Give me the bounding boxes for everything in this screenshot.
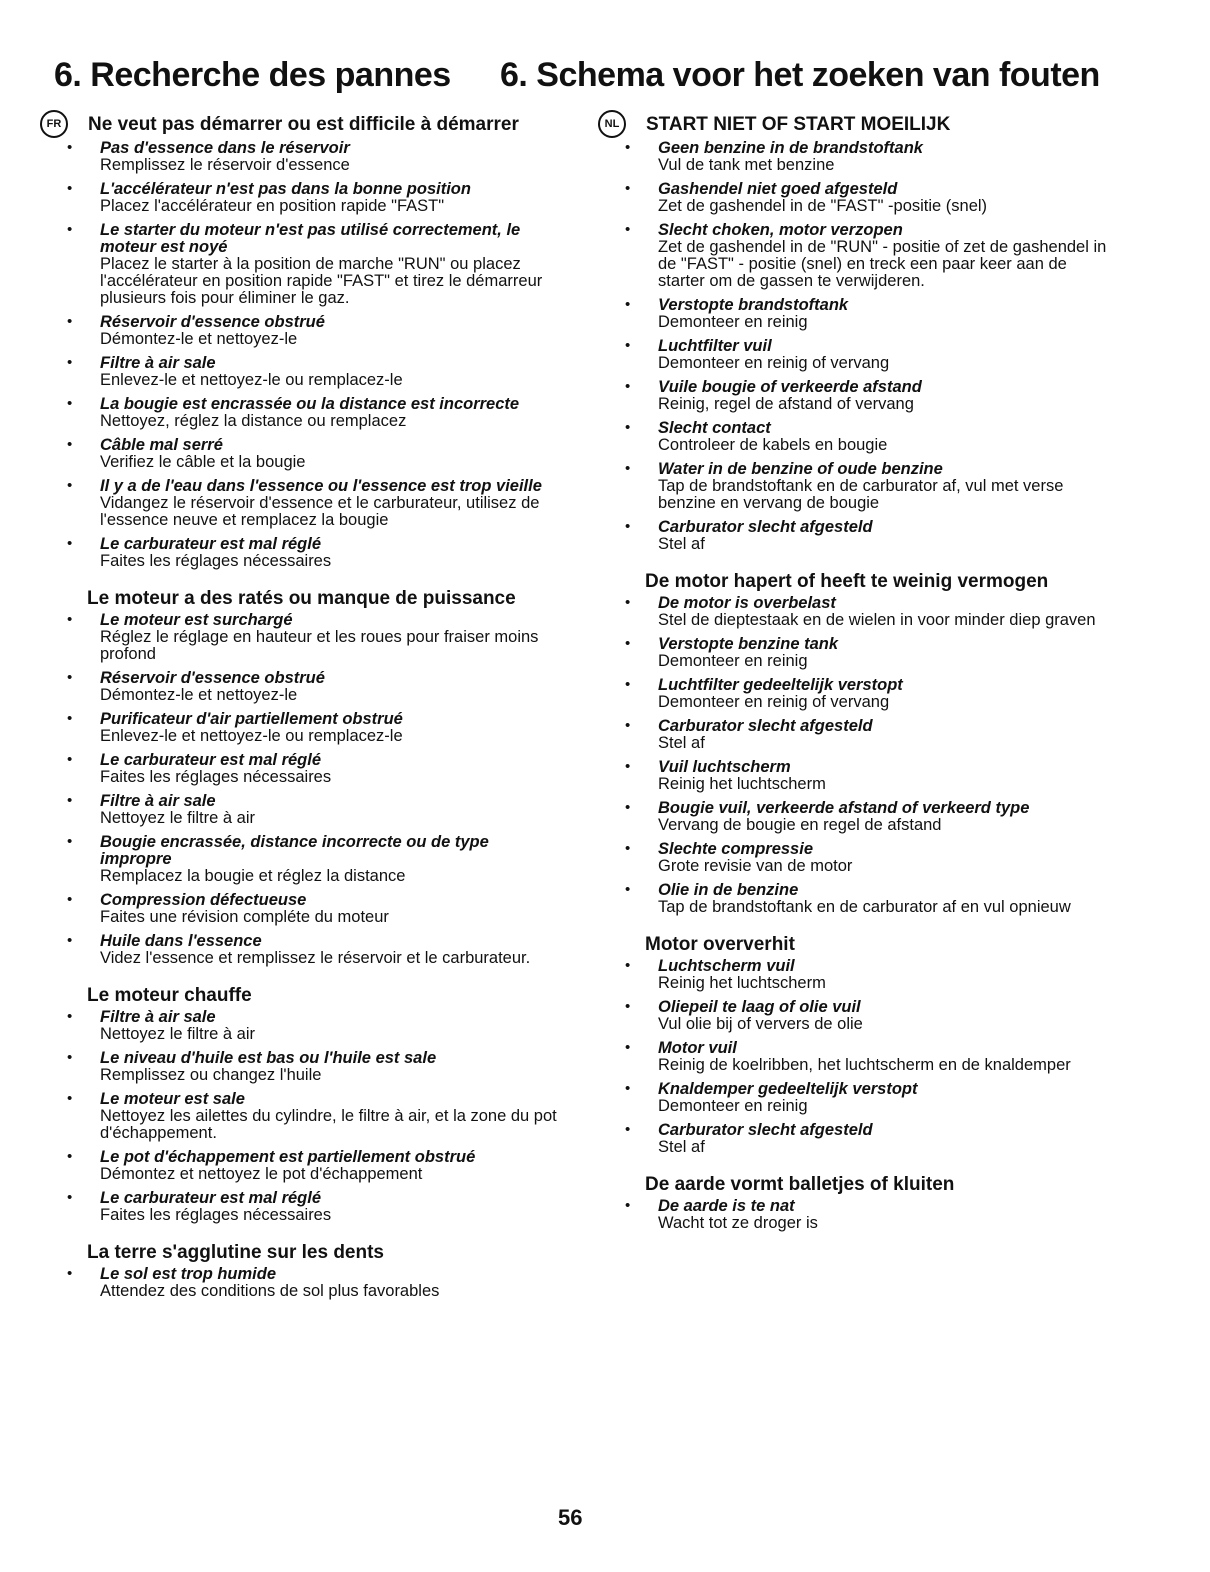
list-item	[40, 534, 560, 570]
fault-cause: • Motor vuil	[658, 1039, 737, 1057]
fault-cause: • Le starter du moteur n'est pas utilisé correctement, le moteur est noyé	[100, 221, 521, 256]
fault-remedy: Tap de brandstoftank en de carburator af, vul met verse benzine en vervang de bougie	[658, 477, 1064, 512]
section-header	[40, 587, 560, 610]
fault-remedy: Vul de tank met benzine	[658, 156, 835, 174]
troubleshooting-section	[40, 1241, 560, 1300]
fault-remedy: Demonteer en reinig	[658, 313, 808, 331]
fault-list	[40, 610, 560, 967]
fault-cause: • Filtre à air sale	[100, 1008, 216, 1026]
fault-remedy: Placez l'accélérateur en position rapide "FAST"	[100, 197, 445, 215]
fault-remedy: Stel de dieptestaak en de wielen in voor minder diep graven	[658, 611, 1096, 629]
page-title-fr: 6. Recherche des pannes	[54, 56, 451, 94]
list-item	[598, 1196, 1113, 1232]
fault-cause: • Verstopte brandstoftank	[658, 296, 849, 314]
list-item	[40, 931, 560, 967]
list-item	[598, 1079, 1113, 1115]
fault-cause: • Le sol est trop humide	[100, 1265, 277, 1283]
section-header	[598, 933, 1113, 956]
fault-cause: • Le moteur est sale	[100, 1090, 245, 1108]
list-item	[40, 1188, 560, 1224]
fault-cause: • Slecht contact	[658, 419, 771, 437]
list-item	[40, 353, 560, 389]
fault-remedy: Demonteer en reinig	[658, 652, 808, 670]
fault-remedy: Stel af	[658, 734, 705, 752]
section-header	[40, 1241, 560, 1264]
list-item	[598, 675, 1113, 711]
fault-list	[598, 593, 1113, 916]
fault-cause: • Vuile bougie of verkeerde afstand	[658, 378, 922, 396]
list-item	[598, 377, 1113, 413]
fault-cause: • Bougie encrassée, distance incorrecte ou de type impropre	[100, 833, 489, 868]
fault-remedy: Nettoyez les ailettes du cylindre, le filtre à air, et la zone du pot d'échappement.	[100, 1107, 557, 1142]
fault-remedy: Videz l'essence et remplissez le réservoir et le carburateur.	[100, 949, 531, 967]
fault-remedy: Réglez le réglage en hauteur et les roues pour fraiser moins profond	[100, 628, 539, 663]
fault-cause: • Carburator slecht afgesteld	[658, 1121, 873, 1139]
section-header	[598, 110, 1113, 138]
fault-cause: • Oliepeil te laag of olie vuil	[658, 998, 861, 1016]
list-item	[598, 593, 1113, 629]
fault-cause: • Réservoir d'essence obstrué	[100, 313, 325, 331]
list-item	[40, 668, 560, 704]
fault-cause: • Bougie vuil, verkeerde afstand of verkeerd type	[658, 799, 1030, 817]
list-item	[598, 220, 1113, 290]
fault-cause: • Luchtscherm vuil	[658, 957, 795, 975]
list-item	[40, 1089, 560, 1142]
fault-remedy: Faites les réglages nécessaires	[100, 768, 332, 786]
page-title-nl: 6. Schema voor het zoeken van fouten	[500, 56, 1100, 94]
fault-remedy: Vidangez le réservoir d'essence et le carburateur, utilisez de l'essence neuve et remplacez la bougie	[100, 494, 540, 529]
section-title: Ne veut pas démarrer ou est difficile à démarrer	[88, 113, 519, 135]
fault-remedy: Enlevez-le et nettoyez-le ou remplacez-le	[100, 371, 403, 389]
fault-remedy: Reinig de koelribben, het luchtscherm en de knaldemper	[658, 1056, 1071, 1074]
fault-cause: • Carburator slecht afgesteld	[658, 518, 873, 536]
list-item	[598, 997, 1113, 1033]
fault-cause: • Slecht choken, motor verzopen	[658, 221, 903, 239]
language-badge-icon: NL	[598, 110, 626, 138]
fault-remedy: Démontez et nettoyez le pot d'échappement	[100, 1165, 423, 1183]
section-title: De motor hapert of heeft te weinig vermogen	[645, 571, 1049, 592]
fault-remedy: Reinig het luchtscherm	[658, 974, 826, 992]
fault-remedy: Placez le starter à la position de marche "RUN" ou placez l'accélérateur en position rapide "FAST" et tirez le démarreur plusieurs fois pour éliminer le gaz.	[100, 255, 543, 307]
list-item	[598, 1038, 1113, 1074]
fault-cause: • De motor is overbelast	[658, 594, 836, 612]
fault-cause: • Réservoir d'essence obstrué	[100, 669, 325, 687]
fault-cause: • Le carburateur est mal réglé	[100, 751, 322, 769]
section-title: Motor oververhit	[645, 934, 795, 955]
troubleshooting-section	[598, 933, 1113, 1156]
troubleshooting-section	[40, 984, 560, 1224]
list-item	[598, 295, 1113, 331]
list-item	[40, 220, 560, 307]
list-item	[598, 418, 1113, 454]
fault-remedy: Faites une révision compléte du moteur	[100, 908, 389, 926]
list-item	[40, 1264, 560, 1300]
list-item	[598, 459, 1113, 512]
section-title: START NIET OF START MOEILIJK	[646, 113, 951, 135]
fault-remedy: Reinig, regel de afstand of vervang	[658, 395, 914, 413]
fault-remedy: Remplissez le réservoir d'essence	[100, 156, 350, 174]
fault-remedy: Nettoyez, réglez la distance ou remplacez	[100, 412, 407, 430]
list-item	[598, 634, 1113, 670]
section-header	[40, 110, 560, 138]
fault-cause: • Filtre à air sale	[100, 354, 216, 372]
column-fr	[40, 110, 560, 1317]
fault-cause: • Water in de benzine of oude benzine	[658, 460, 943, 478]
list-item	[598, 956, 1113, 992]
list-item	[40, 1007, 560, 1043]
fault-remedy: Faites les réglages nécessaires	[100, 552, 332, 570]
fault-remedy: Nettoyez le filtre à air	[100, 1025, 255, 1043]
fault-cause: • Le carburateur est mal réglé	[100, 1189, 322, 1207]
list-item	[598, 179, 1113, 215]
fault-remedy: Remplacez la bougie et réglez la distance	[100, 867, 406, 885]
troubleshooting-section	[40, 587, 560, 967]
list-item	[40, 179, 560, 215]
list-item	[40, 394, 560, 430]
fault-cause: • Le pot d'échappement est partiellement obstrué	[100, 1148, 476, 1166]
fault-list	[40, 138, 560, 570]
fault-cause: • Câble mal serré	[100, 436, 223, 454]
fault-cause: • Carburator slecht afgesteld	[658, 717, 873, 735]
fault-cause: • Compression défectueuse	[100, 891, 307, 909]
list-item	[598, 138, 1113, 174]
fault-cause: • Il y a de l'eau dans l'essence ou l'essence est trop vieille	[100, 477, 542, 495]
fault-remedy: Demonteer en reinig	[658, 1097, 808, 1115]
list-item	[598, 716, 1113, 752]
fault-cause: • La bougie est encrassée ou la distance est incorrecte	[100, 395, 520, 413]
troubleshooting-section	[598, 1173, 1113, 1232]
fault-list	[598, 1196, 1113, 1232]
list-item	[40, 312, 560, 348]
section-title: Le moteur chauffe	[87, 985, 252, 1006]
language-badge-icon: FR	[40, 110, 68, 138]
fault-cause: • Purificateur d'air partiellement obstrué	[100, 710, 403, 728]
fault-cause: • Le carburateur est mal réglé	[100, 535, 322, 553]
fault-list	[40, 1264, 560, 1300]
troubleshooting-section	[40, 110, 560, 570]
fault-remedy: Remplissez ou changez l'huile	[100, 1066, 322, 1084]
fault-cause: • Geen benzine in de brandstoftank	[658, 139, 923, 157]
fault-cause: • Olie in de benzine	[658, 881, 799, 899]
fault-cause: • Filtre à air sale	[100, 792, 216, 810]
list-item	[40, 138, 560, 174]
page-number: 56	[558, 1505, 583, 1530]
fault-list	[598, 138, 1113, 553]
list-item	[40, 1048, 560, 1084]
fault-remedy: Wacht tot ze droger is	[658, 1214, 818, 1232]
fault-remedy: Demonteer en reinig of vervang	[658, 693, 890, 711]
troubleshooting-section	[598, 570, 1113, 916]
fault-cause: • Luchtfilter vuil	[658, 337, 772, 355]
list-item	[598, 517, 1113, 553]
fault-remedy: Zet de gashendel in de "RUN" - positie of zet de gashendel in de "FAST" - positie (snel) en treck een paar keer aan de starter om de gassen te verwijderen.	[658, 238, 1107, 290]
list-item	[598, 839, 1113, 875]
fault-remedy: Vervang de bougie en regel de afstand	[658, 816, 942, 834]
section-title: La terre s'agglutine sur les dents	[87, 1242, 384, 1263]
list-item	[40, 1147, 560, 1183]
fault-remedy: Controleer de kabels en bougie	[658, 436, 888, 454]
fault-cause: • Slechte compressie	[658, 840, 813, 858]
fault-remedy: Attendez des conditions de sol plus favorables	[100, 1282, 440, 1300]
list-item	[598, 1120, 1113, 1156]
fault-remedy: Stel af	[658, 535, 705, 553]
list-item	[40, 435, 560, 471]
fault-remedy: Zet de gashendel in de "FAST" -positie (snel)	[658, 197, 988, 215]
list-item	[40, 610, 560, 663]
column-nl	[598, 110, 1113, 1249]
fault-cause: • Verstopte benzine tank	[658, 635, 839, 653]
fault-remedy: Tap de brandstoftank en de carburator af en vul opnieuw	[658, 898, 1071, 916]
section-header	[40, 984, 560, 1007]
list-item	[598, 798, 1113, 834]
fault-cause: • Vuil luchtscherm	[658, 758, 791, 776]
list-item	[40, 832, 560, 885]
list-item	[598, 880, 1113, 916]
fault-cause: • Le niveau d'huile est bas ou l'huile est sale	[100, 1049, 437, 1067]
fault-remedy: Enlevez-le et nettoyez-le ou remplacez-le	[100, 727, 403, 745]
list-item	[40, 709, 560, 745]
fault-remedy: Grote revisie van de motor	[658, 857, 853, 875]
section-header	[598, 570, 1113, 593]
fault-remedy: Démontez-le et nettoyez-le	[100, 330, 298, 348]
list-item	[40, 890, 560, 926]
troubleshooting-section	[598, 110, 1113, 553]
fault-cause: • L'accélérateur n'est pas dans la bonne position	[100, 180, 471, 198]
list-item	[598, 757, 1113, 793]
fault-cause: • Luchtfilter gedeeltelijk verstopt	[658, 676, 903, 694]
fault-cause: • Huile dans l'essence	[100, 932, 262, 950]
fault-remedy: Stel af	[658, 1138, 705, 1156]
fault-cause: • Knaldemper gedeeltelijk verstopt	[658, 1080, 918, 1098]
section-title: De aarde vormt balletjes of kluiten	[645, 1174, 955, 1195]
fault-remedy: Faites les réglages nécessaires	[100, 1206, 332, 1224]
fault-remedy: Verifiez le câble et la bougie	[100, 453, 306, 471]
section-title: Le moteur a des ratés ou manque de puissance	[87, 588, 516, 609]
fault-cause: • Pas d'essence dans le réservoir	[100, 139, 350, 157]
fault-list	[40, 1007, 560, 1224]
list-item	[40, 791, 560, 827]
list-item	[598, 336, 1113, 372]
fault-cause: • Gashendel niet goed afgesteld	[658, 180, 898, 198]
fault-remedy: Vul olie bij of ververs de olie	[658, 1015, 863, 1033]
section-header	[598, 1173, 1113, 1196]
fault-remedy: Reinig het luchtscherm	[658, 775, 826, 793]
fault-cause: • De aarde is te nat	[658, 1197, 795, 1215]
fault-remedy: Demonteer en reinig of vervang	[658, 354, 890, 372]
list-item	[40, 476, 560, 529]
fault-remedy: Démontez-le et nettoyez-le	[100, 686, 298, 704]
fault-cause: • Le moteur est surchargé	[100, 611, 293, 629]
list-item	[40, 750, 560, 786]
fault-remedy: Nettoyez le filtre à air	[100, 809, 255, 827]
fault-list	[598, 956, 1113, 1156]
